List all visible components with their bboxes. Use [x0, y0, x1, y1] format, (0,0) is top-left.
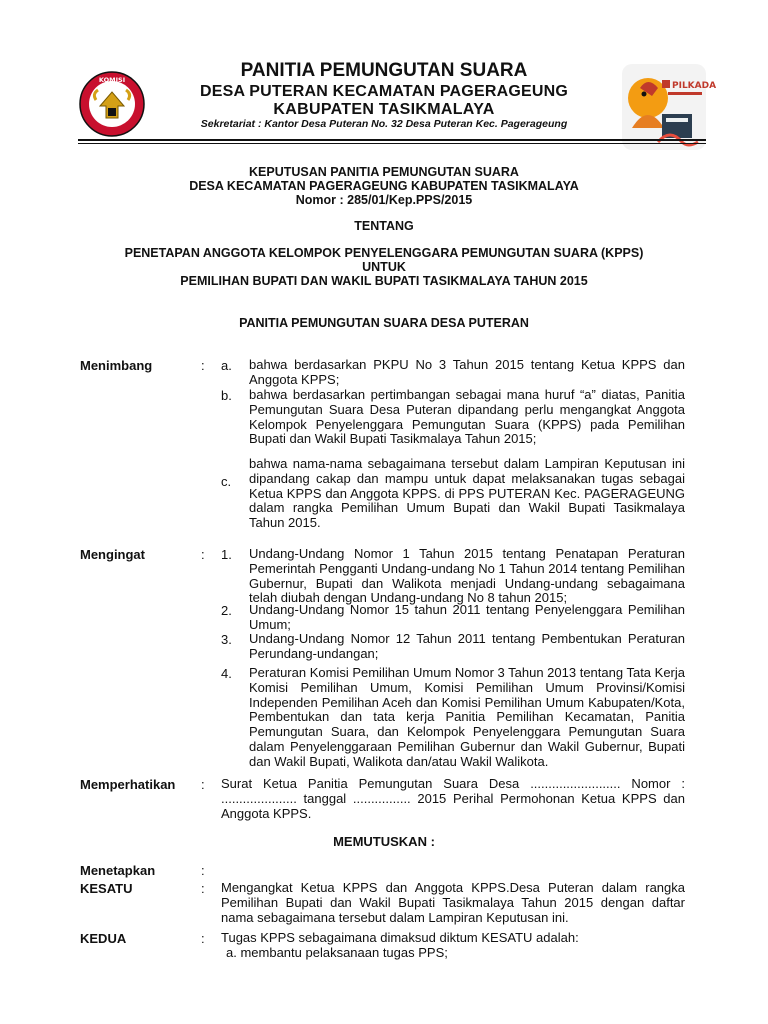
- decree-issuer: PANITIA PEMUNGUTAN SUARA DESA PUTERAN: [239, 316, 529, 330]
- menimbang-item-b: bahwa berdasarkan pertimbangan sebagai mana huruf “a” diatas, Panitia Pemungutan Suara Desa Puteran dipandang perlu mengangkat Anggota Kelompok Penyelenggara Pemungutan Suara (KPPS) pada Pemilihan Bupati dan Wakil Bupati Tasikmalaya Tahun 2015;: [249, 387, 685, 447]
- menetapkan-label: Menetapkan: [80, 863, 156, 878]
- mengingat-item-2: Undang-Undang Nomor 15 tahun 2011 tentang Penyelenggara Pemilihan Umum;: [249, 602, 685, 632]
- mengingat-label: Mengingat: [80, 547, 145, 562]
- header-rule-thin: [78, 143, 706, 144]
- menimbang-colon: :: [201, 358, 205, 373]
- decree-subject-1: PENETAPAN ANGGOTA KELOMPOK PENYELENGGARA PEMUNGUTAN SUARA (KPPS): [124, 246, 644, 260]
- mengingat-mark-3: 3.: [221, 632, 232, 647]
- kpu-logo: [78, 70, 146, 138]
- pilkada-logo-text: PILKADA: [672, 81, 717, 91]
- decree-number: Nomor : 285/01/Kep.PPS/2015: [295, 193, 473, 207]
- kesatu-text: Mengangkat Ketua KPPS dan Anggota KPPS.Desa Puteran dalam rangka Pemilihan Bupati dan Wakil Bupati Tasikmalaya Tahun 2015 dengan daftar nama sebagaimana tersebut dalam Lampiran Keputusan ini.: [221, 880, 685, 925]
- menimbang-mark-b: b.: [221, 388, 232, 403]
- kedua-colon: :: [201, 931, 205, 946]
- kpu-logo-text: KOMISI: [98, 76, 126, 84]
- menimbang-label: Menimbang: [80, 358, 153, 373]
- memperhatikan-text: Surat Ketua Panitia Pemungutan Suara Desa ......................... Nomor : ..................... tanggal ................ 2015 Perihal Permohonan Ketua KPPS dan Anggota KPPS.: [221, 776, 685, 821]
- menimbang-mark-c: c.: [221, 474, 232, 489]
- mengingat-item-3: Undang-Undang Nomor 12 Tahun 2011 tentang Pembentukan Peraturan Perundang-undangan;: [249, 631, 685, 661]
- decree-tentang: TENTANG: [354, 219, 414, 233]
- header-desa: DESA PUTERAN KECAMATAN PAGERAGEUNG: [200, 83, 568, 100]
- menetapkan-colon: :: [201, 863, 205, 878]
- menimbang-item-a: bahwa berdasarkan PKPU No 3 Tahun 2015 tentang Ketua KPPS dan Anggota KPPS;: [249, 357, 685, 387]
- kedua-text: Tugas KPPS sebagaimana dimaksud diktum KESATU adalah:: [221, 930, 579, 945]
- mengingat-mark-2: 2.: [221, 603, 232, 618]
- kesatu-colon: :: [201, 881, 205, 896]
- kedua-label: KEDUA: [80, 931, 127, 946]
- kesatu-label: KESATU: [80, 881, 133, 896]
- mengingat-colon: :: [201, 547, 205, 562]
- menimbang-item-c: bahwa nama-nama sebagaimana tersebut dalam Lampiran Keputusan ini dipandang cakap dan mampu untuk dapat melaksanakan tugas sebagai Ketua KPPS dan Anggota KPPS. di PPS PUTERAN Kec. PAGERAGEUNG dalam rangka Pemilihan Umum Bupati dan Wakil Bupati Tasikmalaya Tahun 2015.: [249, 456, 685, 531]
- header-kabupaten: KABUPATEN TASIKMALAYA: [273, 101, 495, 118]
- header-sekretariat: Sekretariat : Kantor Desa Puteran No. 32 Desa Puteran Kec. Pagerageung: [200, 118, 568, 130]
- memperhatikan-colon: :: [201, 777, 205, 792]
- kedua-sub-a: a. membantu pelaksanaan tugas PPS;: [226, 945, 448, 960]
- header-title: PANITIA PEMUNGUTAN SUARA: [240, 60, 528, 81]
- memperhatikan-label: Memperhatikan: [80, 777, 176, 792]
- memutuskan-heading: MEMUTUSKAN :: [333, 834, 435, 849]
- decree-title-1: KEPUTUSAN PANITIA PEMUNGUTAN SUARA: [249, 165, 519, 179]
- menimbang-mark-a: a.: [221, 358, 232, 373]
- mengingat-item-4: Peraturan Komisi Pemilihan Umum Nomor 3 Tahun 2013 tentang Tata Kerja Komisi Pemilihan Umum, Komisi Pemilihan Umum Provinsi/Komisi Independen Pemilihan Aceh dan Komisi Pemilihan Umum Kabupaten/Kota, Pembentukan dan tata kerja Panitia Pemilihan Kecamatan, Panitia Pemungutan Suara, dan Kelompok Penyelenggara Pemungutan Suara dalam Penyelenggaraan Pemilihan Gubernur dan Wakil Gubernur, Bupati dan Wakil Bupati, Walikota dan/atau Wakil Walikota.: [249, 665, 685, 769]
- mengingat-mark-4: 4.: [221, 666, 232, 681]
- header-rule-thick: [78, 139, 706, 141]
- mengingat-item-1: Undang-Undang Nomor 1 Tahun 2015 tentang Penatapan Peraturan Pemerintah Pengganti Undang-undang No 1 Tahun 2014 tentang Pemilihan Gubernur, Bupati dan Walikota menjadi Undang-undang sebagaimana telah diubah dengan Undang-undang No 8 tahun 2015;: [249, 546, 685, 606]
- decree-subject-3: PEMILIHAN BUPATI DAN WAKIL BUPATI TASIKMALAYA TAHUN 2015: [180, 274, 588, 288]
- decree-title-2: DESA KECAMATAN PAGERAGEUNG KABUPATEN TASIKMALAYA: [189, 179, 579, 193]
- mengingat-mark-1: 1.: [221, 547, 232, 562]
- decree-subject-2: UNTUK: [362, 260, 406, 274]
